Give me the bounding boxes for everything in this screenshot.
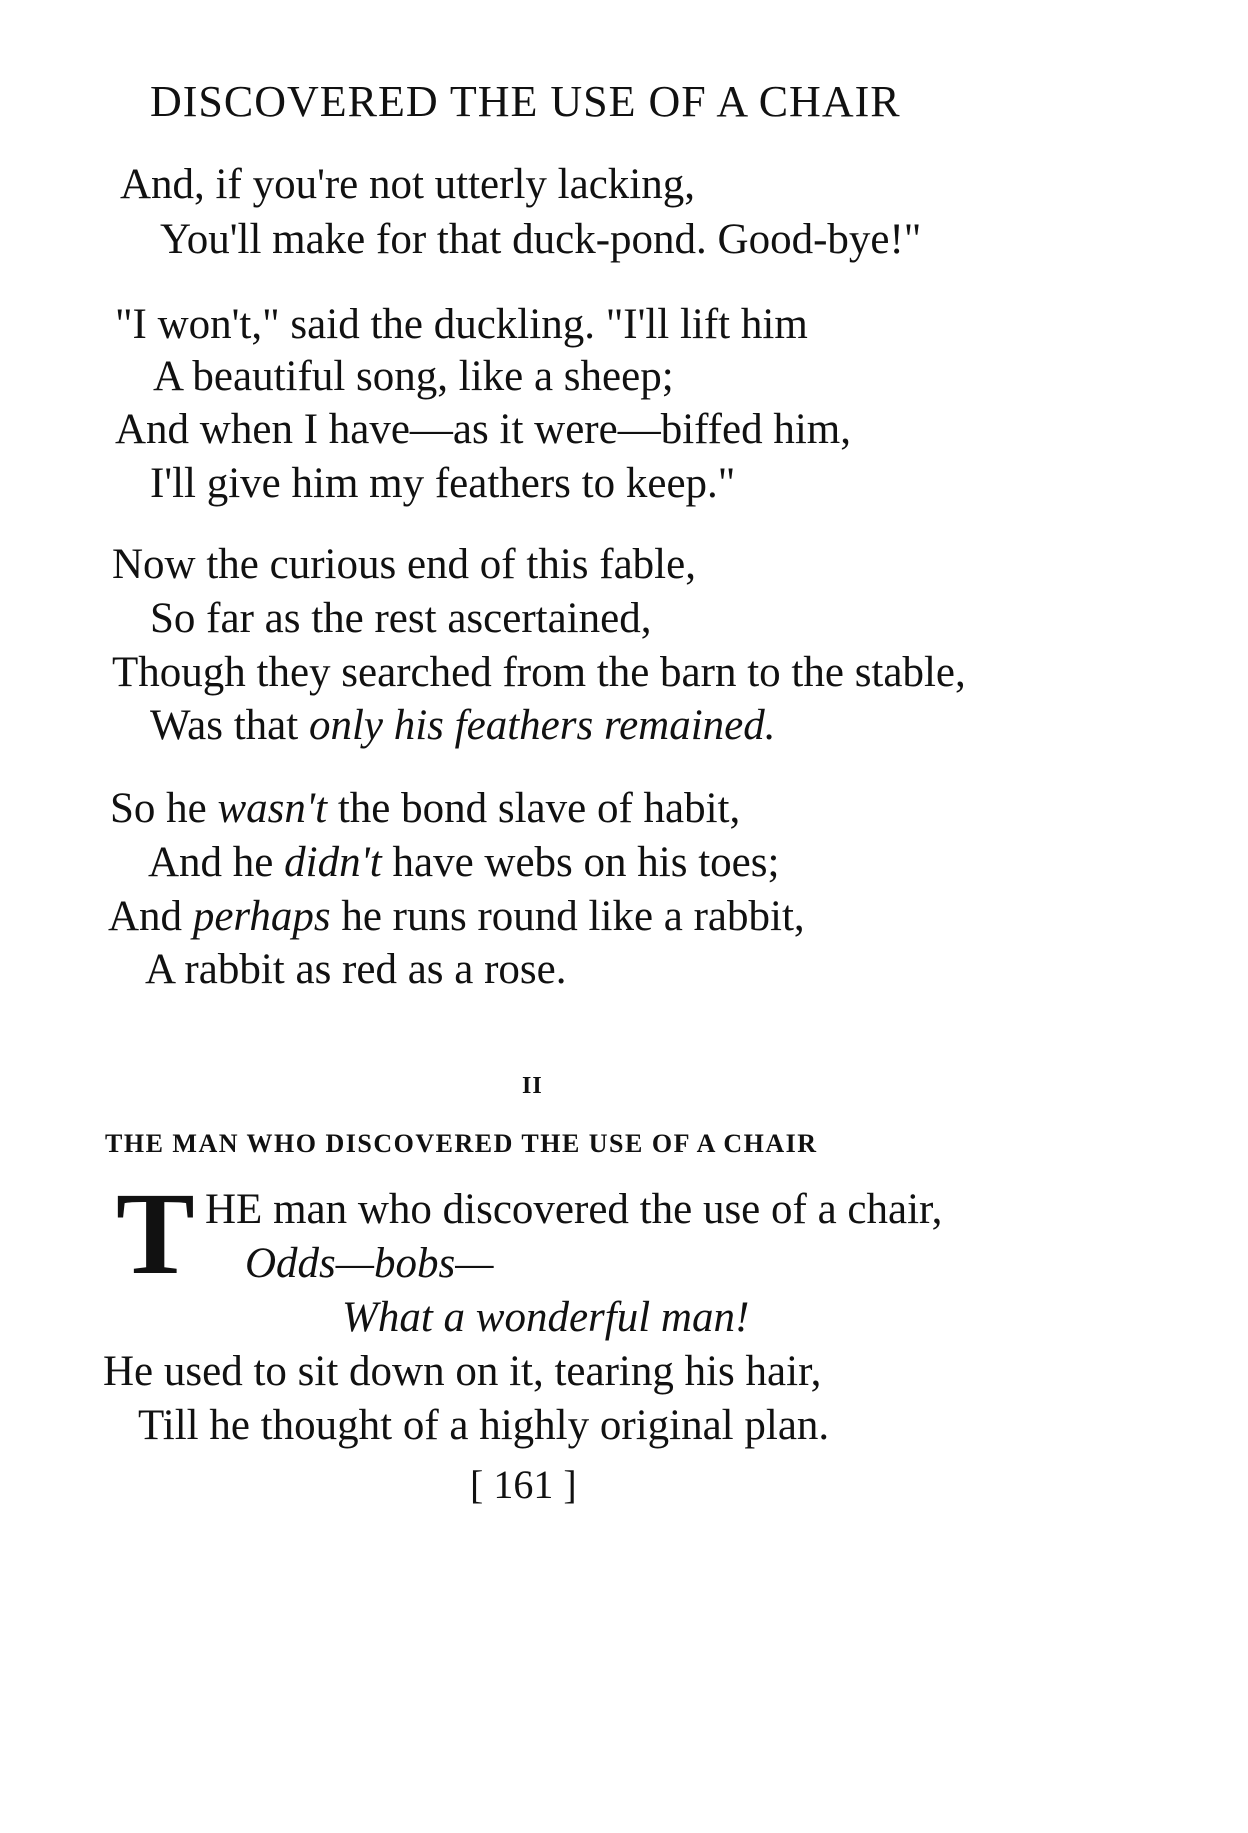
verse-line: A rabbit as red as a rose.: [145, 946, 567, 993]
verse-line: Now the curious end of this fable,: [112, 541, 696, 588]
verse-line: A beautiful song, like a sheep;: [153, 353, 674, 400]
verse-text: And he: [148, 839, 285, 886]
verse-text: the bond slave of habit,: [327, 785, 741, 832]
verse-line: You'll make for that duck-pond. Good-bye!": [160, 216, 922, 263]
page-number: [ 161 ]: [470, 1462, 577, 1507]
verse-line: [342, 1296, 749, 1339]
verse-text: he runs round like a rabbit,: [330, 893, 805, 940]
verse-line: [110, 787, 740, 830]
verse-line: I'll give him my feathers to keep.": [150, 460, 736, 507]
verse-text: So he: [110, 785, 218, 832]
verse-line: [245, 1242, 494, 1285]
running-head: DISCOVERED THE USE OF A CHAIR: [150, 77, 901, 126]
section-number: II: [522, 1073, 543, 1099]
verse-text: Was that: [150, 702, 309, 749]
emphasis-text: perhaps: [192, 893, 331, 940]
verse-text: have webs on his toes;: [381, 839, 780, 886]
verse-line: And, if you're not utterly lacking,: [120, 161, 695, 208]
verse-line: Though they searched from the barn to the stable,: [112, 649, 966, 696]
emphasis-text: Odds—bobs—: [245, 1240, 494, 1287]
verse-line: And when I have—as it were—biffed him,: [115, 406, 851, 453]
emphasis-text: What a wonderful man!: [342, 1294, 750, 1341]
emphasis-text: didn't: [284, 839, 382, 886]
drop-cap: T: [116, 1168, 195, 1299]
verse-line: [148, 841, 779, 884]
verse-line: Till he thought of a highly original plan.: [138, 1402, 830, 1449]
verse-line: [150, 704, 776, 747]
verse-line: HE man who discovered the use of a chair,: [205, 1186, 943, 1233]
verse-line: [108, 895, 805, 938]
verse-text: And: [108, 893, 193, 940]
emphasis-text: only his feathers remained.: [308, 702, 776, 749]
poem-title: THE MAN WHO DISCOVERED THE USE OF A CHAIR: [105, 1129, 818, 1158]
verse-line: So far as the rest ascertained,: [150, 595, 652, 642]
emphasis-text: wasn't: [217, 785, 328, 832]
verse-line: "I won't," said the duckling. "I'll lift him: [115, 301, 808, 348]
verse-line: He used to sit down on it, tearing his hair,: [103, 1348, 822, 1395]
